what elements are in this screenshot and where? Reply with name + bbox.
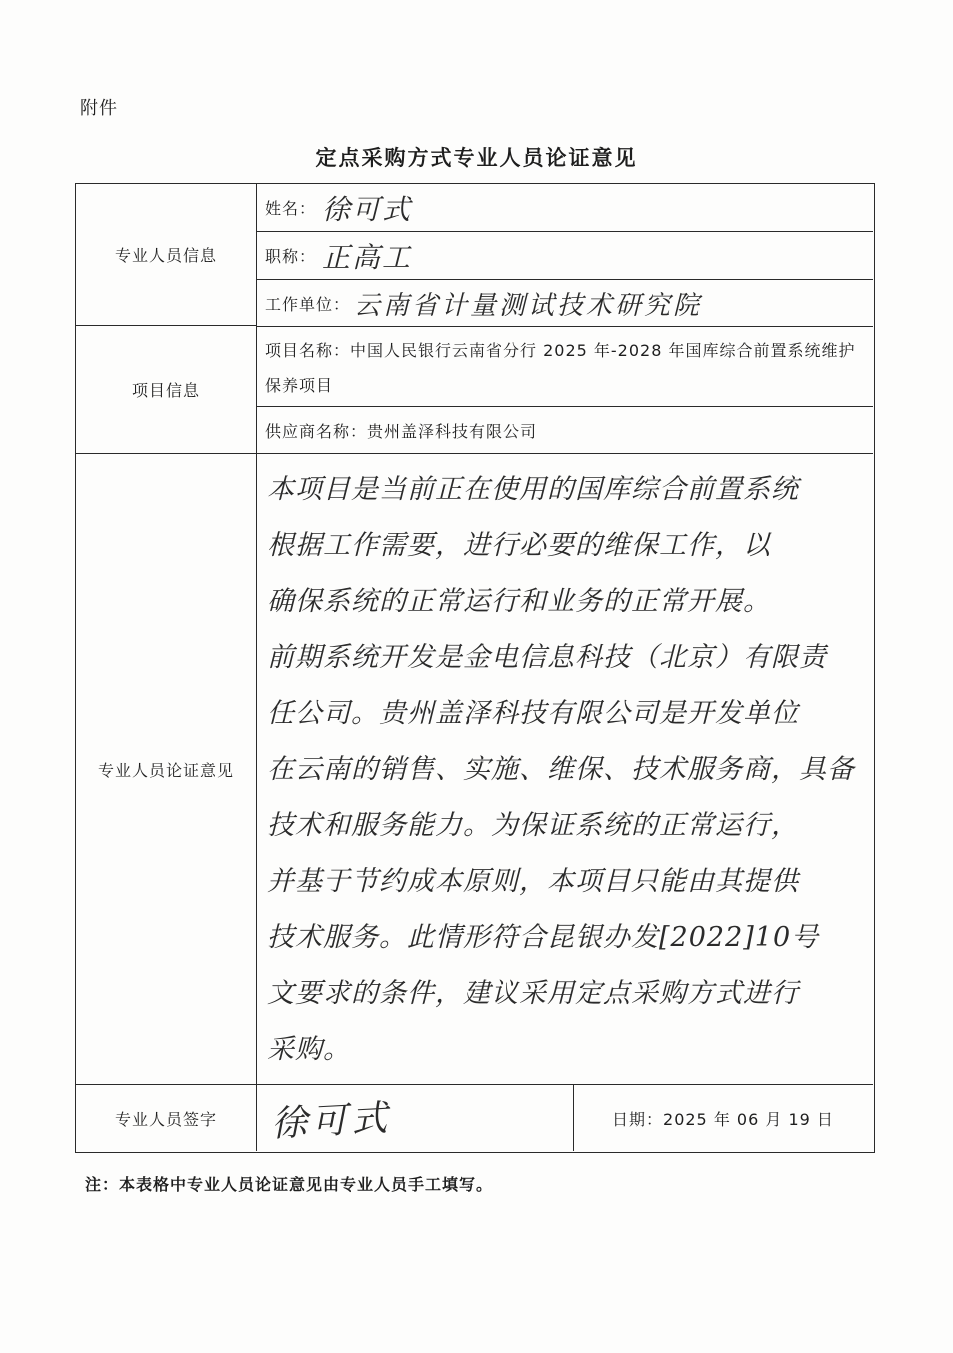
name-label: 姓名： bbox=[265, 199, 317, 218]
opinion-line: 文要求的条件，建议采用定点采购方式进行 bbox=[267, 978, 799, 1009]
title-label: 职称： bbox=[265, 247, 317, 266]
opinion-line: 采购。 bbox=[267, 1034, 351, 1065]
opinion-line: 前期系统开发是金电信息科技（北京）有限责 bbox=[267, 642, 827, 673]
signature-cell bbox=[256, 1084, 573, 1151]
footer-note: 注：本表格中专业人员论证意见由专业人员手工填写。 bbox=[85, 1175, 494, 1194]
attachment-label: 附件 bbox=[80, 98, 118, 119]
opinion-handwritten-body bbox=[256, 453, 873, 1084]
project-name-value: 中国人民银行云南省分行 2025 年-2028 年国库综合前置系统维护保养项目 bbox=[265, 341, 856, 395]
opinion-line: 确保系统的正常运行和业务的正常开展。 bbox=[267, 586, 771, 617]
project-info-section-label bbox=[76, 325, 256, 453]
opinion-section-text: 专业人员论证意见 bbox=[97, 760, 234, 780]
date-value: 2025 年 06 月 19 日 bbox=[663, 1109, 834, 1129]
project-name-label: 项目名称： bbox=[265, 341, 351, 360]
date-cell bbox=[573, 1084, 873, 1151]
project-info-section-text: 项目信息 bbox=[131, 381, 200, 400]
opinion-line: 在云南的销售、实施、维保、技术服务商，具备 bbox=[267, 754, 855, 785]
supplier-row bbox=[256, 406, 873, 453]
title-row bbox=[256, 231, 873, 279]
opinion-line: 技术和服务能力。为保证系统的正常运行， bbox=[267, 810, 799, 841]
expert-signature-handwritten: 徐可式 bbox=[270, 1097, 393, 1145]
page-title: 定点采购方式专业人员论证意见 bbox=[315, 145, 638, 170]
signature-section-text: 专业人员签字 bbox=[114, 1109, 217, 1129]
name-value-handwritten: 徐可式 bbox=[322, 192, 413, 226]
opinion-line: 技术服务。此情形符合昆银办发[2022]10号 bbox=[267, 922, 820, 953]
date-label: 日期： bbox=[612, 1109, 664, 1129]
work-unit-label: 工作单位： bbox=[265, 294, 351, 314]
opinion-line: 任公司。贵州盖泽科技有限公司是开发单位 bbox=[267, 698, 799, 729]
opinion-line: 并基于节约成本原则，本项目只能由其提供 bbox=[267, 866, 799, 897]
signature-section-label bbox=[76, 1084, 256, 1151]
supplier-label: 供应商名称： bbox=[265, 421, 368, 441]
opinion-form-table bbox=[75, 183, 875, 1153]
opinion-line: 根据工作需要，进行必要的维保工作，以 bbox=[267, 530, 771, 561]
expert-info-section-text: 专业人员信息 bbox=[114, 246, 217, 265]
opinion-line: 本项目是当前正在使用的国库综合前置系统 bbox=[267, 474, 799, 505]
project-name-row bbox=[256, 326, 873, 406]
work-unit-value-handwritten: 云南省计量测试技术研究院 bbox=[354, 290, 703, 321]
title-value-handwritten: 正高工 bbox=[322, 240, 413, 274]
name-row bbox=[256, 184, 873, 231]
supplier-value: 贵州盖泽科技有限公司 bbox=[367, 421, 538, 441]
work-unit-row bbox=[256, 279, 873, 326]
opinion-section-label bbox=[76, 453, 256, 1084]
expert-info-section-label bbox=[76, 184, 256, 325]
